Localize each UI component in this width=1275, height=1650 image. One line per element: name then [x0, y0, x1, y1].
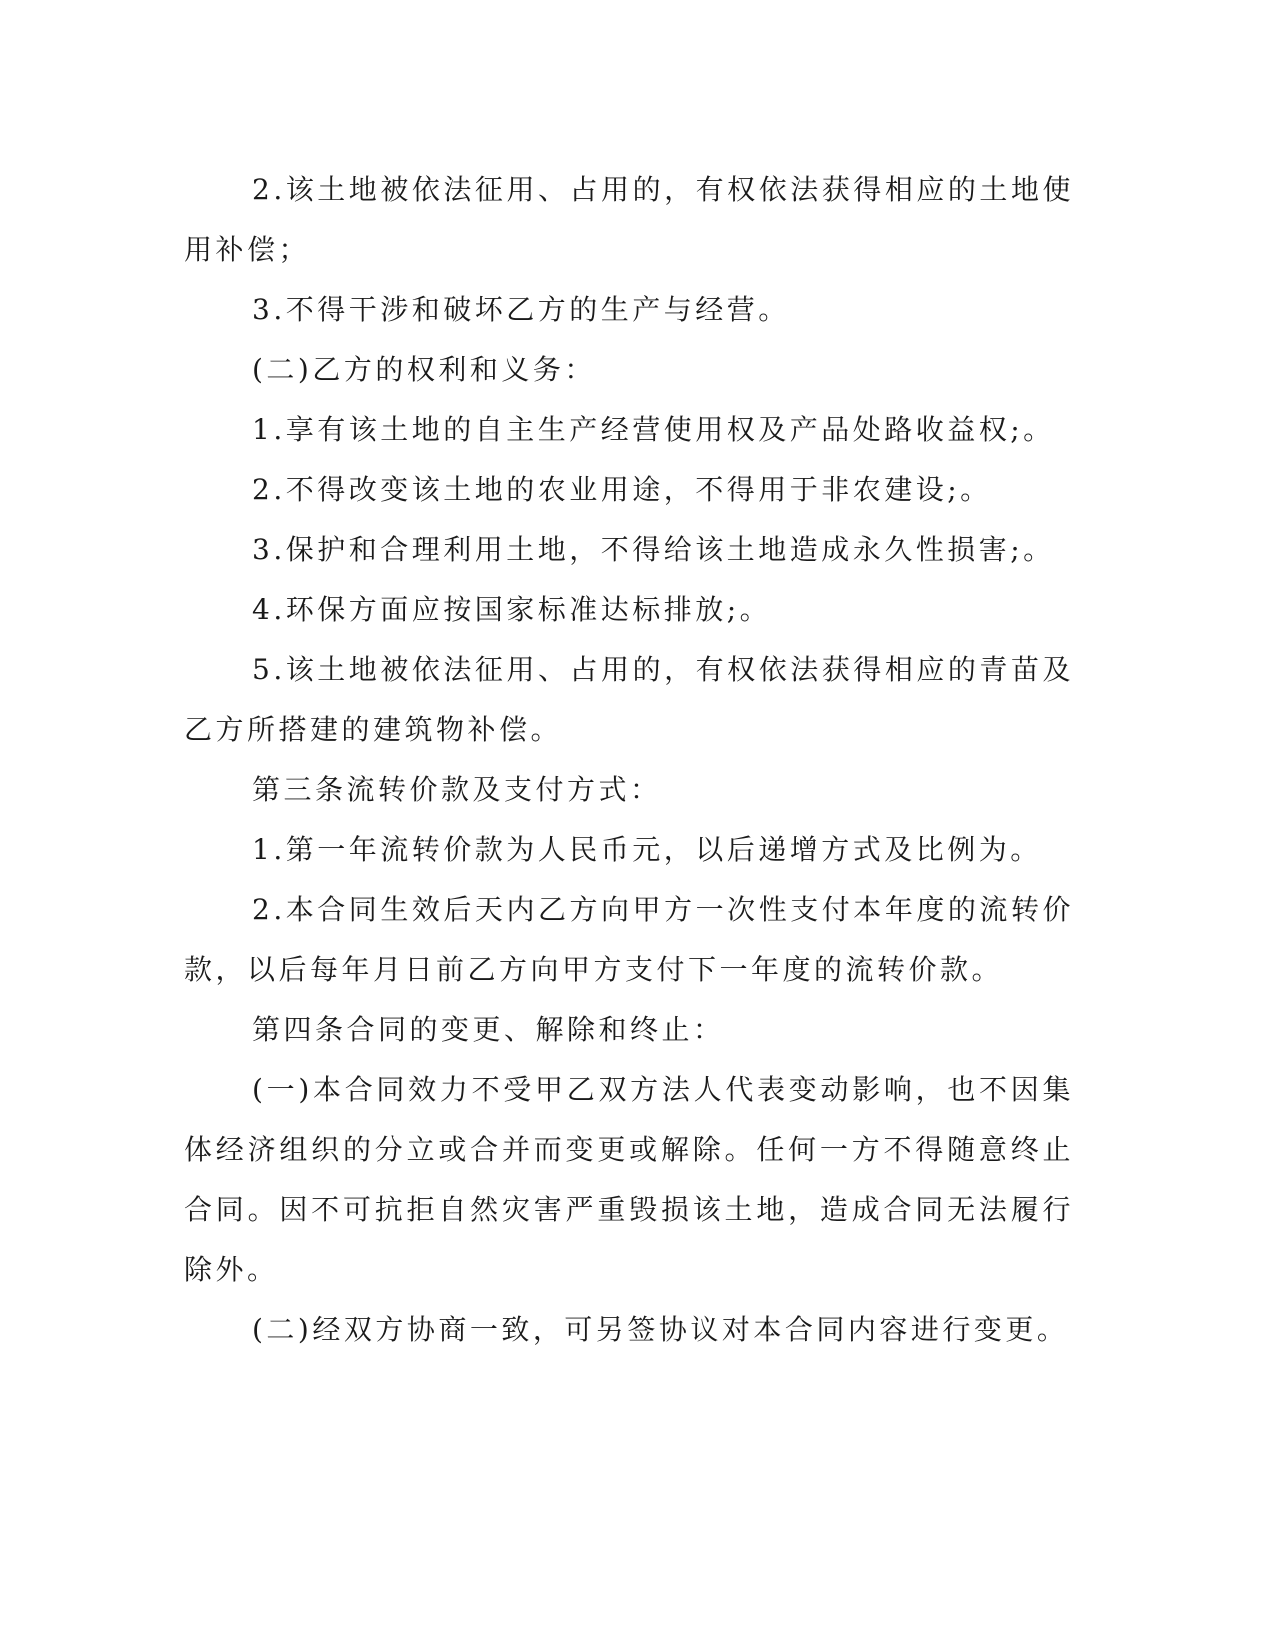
paragraph-article-4-item-2: (二)经双方协商一致，可另签协议对本合同内容进行变更。 [252, 1313, 1069, 1346]
paragraph-party-b-item-3: 3.保护和合理利用土地，不得给该土地造成永久性损害;。 [252, 533, 1055, 566]
paragraph-article-3-item-1: 1.第一年流转价款为人民币元，以后递增方式及比例为。 [252, 833, 1042, 866]
paragraph-party-b-item-2: 2.不得改变该土地的农业用途，不得用于非农建设;。 [252, 473, 992, 506]
paragraph-party-b-item-4: 4.环保方面应按国家标准达标排放;。 [252, 593, 772, 626]
heading-article-3: 第三条流转价款及支付方式： [252, 773, 662, 806]
heading-party-b-rights: (二)乙方的权利和义务： [252, 353, 596, 386]
paragraph-article-4-item-1: (一)本合同效力不受甲乙双方法人代表变动影响，也不因集体经济组织的分立或合并而变更或解除。任何一方不得随意终止合同。因不可抗拒自然灾害严重毁损该土地，造成合同无法履行除外。 [184, 1073, 1074, 1286]
paragraph-article-3-item-2: 2.本合同生效后天内乙方向甲方一次性支付本年度的流转价款，以后每年月日前乙方向甲方支付下一年度的流转价款。 [184, 893, 1074, 986]
paragraph-party-b-item-5: 5.该土地被依法征用、占用的，有权依法获得相应的青苗及乙方所搭建的建筑物补偿。 [184, 653, 1074, 746]
heading-article-4: 第四条合同的变更、解除和终止： [252, 1013, 725, 1046]
paragraph-no-interference: 3.不得干涉和破坏乙方的生产与经营。 [252, 293, 790, 326]
paragraph-party-a-compensation: 2.该土地被依法征用、占用的，有权依法获得相应的土地使用补偿； [184, 173, 1074, 266]
document-body [184, 160, 1074, 1360]
paragraph-party-b-item-1: 1.享有该土地的自主生产经营使用权及产品处路收益权;。 [252, 413, 1055, 446]
